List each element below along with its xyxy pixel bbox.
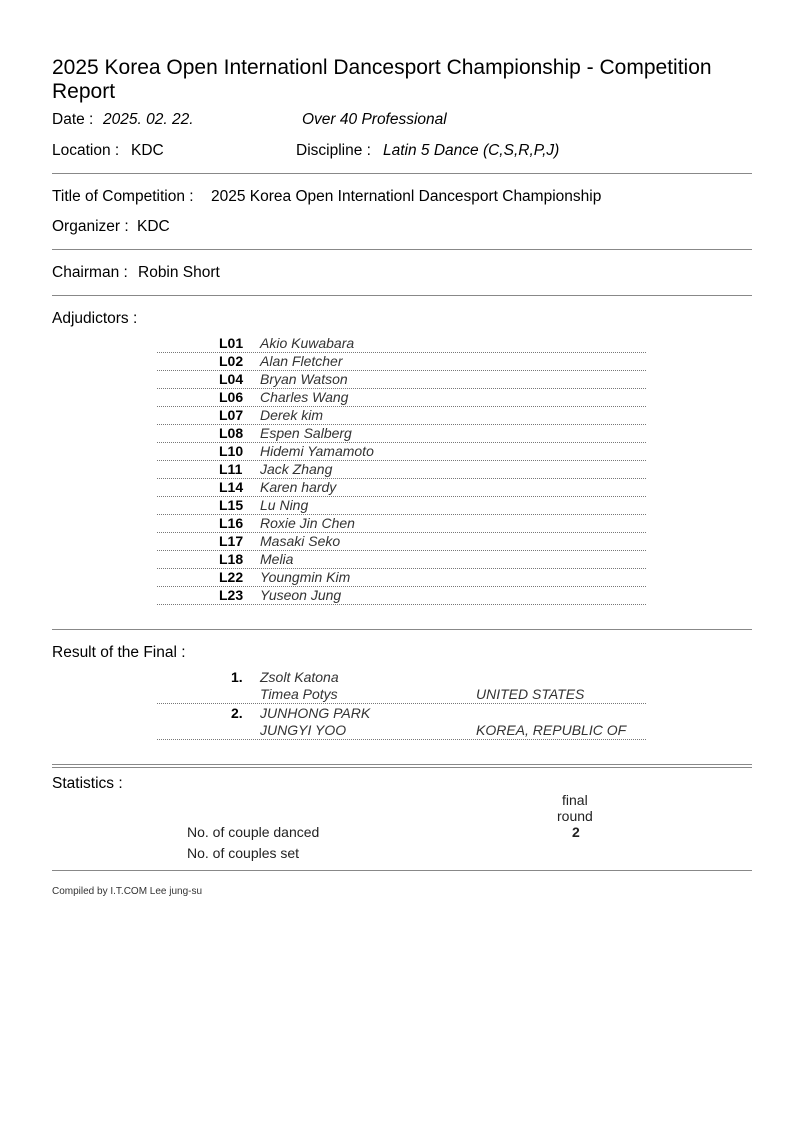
- result-divider: [157, 703, 646, 704]
- adjudicator-code: L02: [219, 353, 244, 369]
- adjudicator-code: L10: [219, 443, 244, 459]
- adjudicator-code: L23: [219, 587, 244, 603]
- page-title: 2025 Korea Open Internationl Dancesport Championship - Competition Report: [52, 56, 712, 103]
- result-country: KOREA, REPUBLIC OF: [476, 722, 627, 738]
- adjudicator-name: Alan Fletcher: [260, 353, 343, 369]
- adjudicator-code: L07: [219, 407, 244, 423]
- adjudicator-row: [157, 550, 646, 569]
- double-divider: [52, 764, 752, 768]
- divider: [52, 870, 752, 871]
- adjudicator-name: Bryan Watson: [260, 371, 348, 387]
- organizer-label: Organizer :: [52, 218, 129, 235]
- divider: [52, 173, 752, 174]
- category-value: Over 40 Professional: [302, 111, 447, 128]
- footer-credit: Compiled by I.T.COM Lee jung-su: [52, 886, 203, 897]
- adjudicator-row: [157, 586, 646, 605]
- chairman-value: Robin Short: [138, 264, 220, 281]
- adjudicator-row: [157, 478, 646, 497]
- stat-column-header-line1: final: [562, 792, 588, 808]
- result-rank: 2.: [231, 705, 243, 721]
- competition-label: Title of Competition :: [52, 188, 194, 205]
- adjudicator-code: L06: [219, 389, 244, 405]
- adjudicator-name: Jack Zhang: [260, 461, 333, 477]
- adjudicator-name: Charles Wang: [260, 389, 349, 405]
- chairman-label: Chairman :: [52, 264, 128, 281]
- divider: [52, 629, 752, 630]
- adjudicator-code: L18: [219, 551, 244, 567]
- adjudicator-name: Hidemi Yamamoto: [260, 443, 374, 459]
- adjudicator-code: L16: [219, 515, 244, 531]
- adjudicator-name: Yuseon Jung: [260, 587, 342, 603]
- adjudicator-name: Melia: [260, 551, 294, 567]
- divider: [52, 295, 752, 296]
- competition-value: 2025 Korea Open Internationl Dancesport Championship: [211, 188, 602, 205]
- adjudicator-name: Roxie Jin Chen: [260, 515, 355, 531]
- statistics-label: Statistics :: [52, 775, 123, 792]
- discipline-value: Latin 5 Dance (C,S,R,P,J): [383, 142, 560, 159]
- adjudicator-name: Youngmin Kim: [260, 569, 351, 585]
- adjudicator-name: Karen hardy: [260, 479, 337, 495]
- adjudicator-row: [157, 388, 646, 407]
- adjudicator-row: [157, 442, 646, 461]
- adjudicator-row: [157, 424, 646, 443]
- adjudicator-row: [157, 334, 646, 353]
- adjudicator-row: [157, 460, 646, 479]
- discipline-label: Discipline :: [296, 142, 371, 159]
- organizer-value: KDC: [137, 218, 170, 235]
- adjudicator-row: [157, 514, 646, 533]
- stat-column-header-line2: round: [557, 808, 593, 824]
- divider: [52, 249, 752, 250]
- adjudicator-name: Espen Salberg: [260, 425, 352, 441]
- adjudicators-label: Adjudictors :: [52, 310, 138, 327]
- location-value: KDC: [131, 142, 164, 159]
- adjudicator-name: Masaki Seko: [260, 533, 341, 549]
- result-divider: [157, 739, 646, 740]
- result-partner-1: JUNHONG PARK: [260, 705, 371, 721]
- result-rank: 1.: [231, 669, 243, 685]
- adjudicator-name: Akio Kuwabara: [260, 335, 355, 351]
- adjudicator-code: L08: [219, 425, 244, 441]
- results-label: Result of the Final :: [52, 644, 186, 661]
- adjudicator-code: L17: [219, 533, 244, 549]
- adjudicator-row: [157, 568, 646, 587]
- result-partner-2: JUNGYI YOO: [260, 722, 347, 738]
- adjudicator-name: Derek kim: [260, 407, 324, 423]
- adjudicator-row: [157, 496, 646, 515]
- adjudicator-row: [157, 532, 646, 551]
- adjudicator-row: [157, 406, 646, 425]
- result-partner-1: Zsolt Katona: [260, 669, 339, 685]
- adjudicator-code: L11: [219, 461, 243, 477]
- stat-row-label: No. of couples set: [187, 845, 300, 861]
- result-country: UNITED STATES: [476, 686, 585, 702]
- adjudicator-code: L22: [219, 569, 244, 585]
- adjudicator-code: L14: [219, 479, 244, 495]
- adjudicator-code: L15: [219, 497, 244, 513]
- location-label: Location :: [52, 142, 120, 159]
- adjudicator-code: L01: [219, 335, 244, 351]
- date-label: Date :: [52, 111, 94, 128]
- adjudicator-code: L04: [219, 371, 244, 387]
- adjudicator-row: [157, 370, 646, 389]
- stat-row-label: No. of couple danced: [187, 824, 320, 840]
- result-partner-2: Timea Potys: [260, 686, 338, 702]
- adjudicator-name: Lu Ning: [260, 497, 309, 513]
- adjudicator-row: [157, 352, 646, 371]
- stat-row-value: 2: [572, 824, 580, 840]
- date-value: 2025. 02. 22.: [103, 111, 194, 128]
